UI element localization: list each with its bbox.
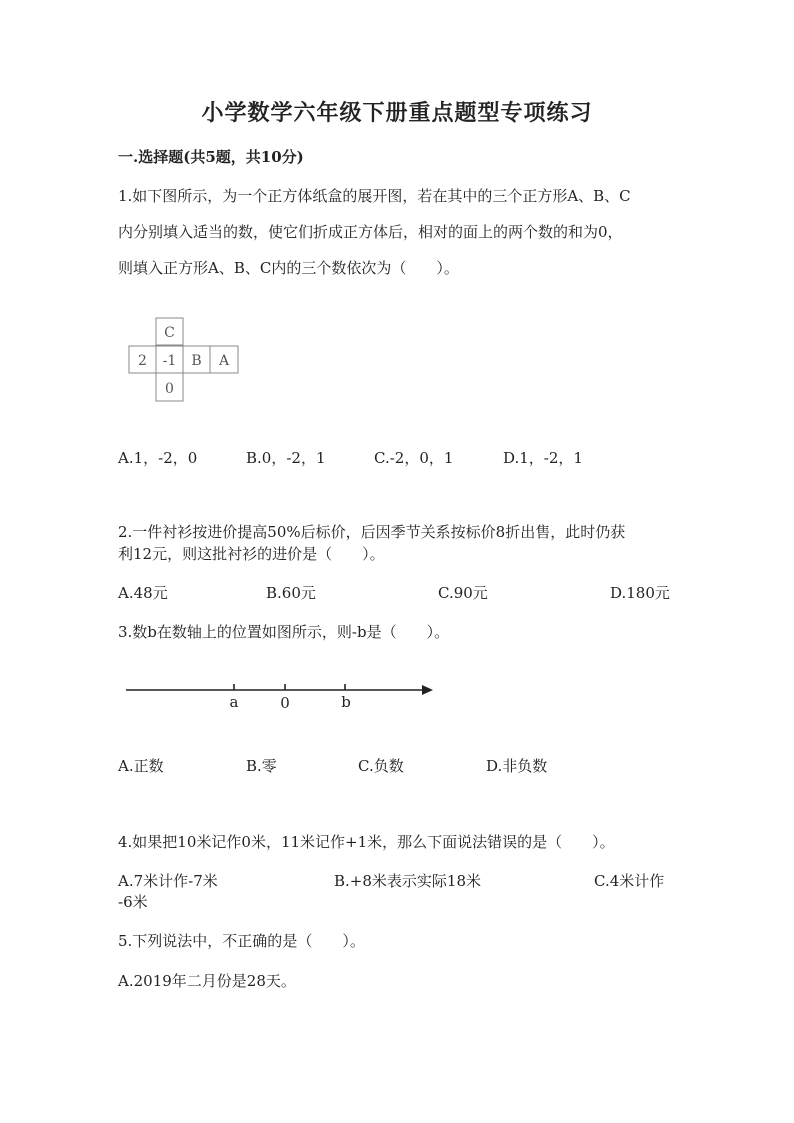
q1-line-2: 内分别填入适当的数，使它们折成正方体后，相对的面上的两个数的和为0， bbox=[118, 223, 623, 241]
q2-line-2: 利12元，则这批衬衫的进价是（ ）。 bbox=[118, 545, 385, 563]
axis-label-0: 0 bbox=[280, 694, 290, 712]
net-label-neg1: -1 bbox=[162, 353, 177, 369]
q1-option-c[interactable]: C.-2，0，1 bbox=[374, 449, 454, 467]
net-label-a: A bbox=[218, 353, 230, 369]
section-heading: 一.选择题(共5题，共10分) bbox=[118, 148, 304, 166]
number-line-arrow bbox=[422, 685, 433, 695]
q4-option-b[interactable]: B.+8米表示实际18米 bbox=[334, 872, 481, 890]
q3-option-a[interactable]: A.正数 bbox=[118, 757, 164, 775]
q2-line-1: 2.一件衬衫按进价提高50%后标价，后因季节关系按标价8折出售，此时仍获 bbox=[118, 523, 626, 541]
q3-option-c[interactable]: C.负数 bbox=[358, 757, 404, 775]
q4-option-c[interactable]: C.4米计作 bbox=[594, 872, 665, 890]
number-line-diagram bbox=[124, 676, 440, 716]
q1-option-a[interactable]: A.1，-2，0 bbox=[118, 449, 198, 467]
net-label-b: B bbox=[191, 353, 202, 369]
net-label-2: 2 bbox=[138, 353, 147, 369]
page-title: 小学数学六年级下册重点题型专项练习 bbox=[201, 100, 593, 126]
q1-option-d[interactable]: D.1，-2，1 bbox=[503, 449, 583, 467]
q1-line-3: 则填入正方形A、B、C内的三个数依次为（ ）。 bbox=[118, 259, 459, 277]
q5-option-a[interactable]: A.2019年二月份是28天。 bbox=[118, 972, 296, 990]
q2-option-b[interactable]: B.60元 bbox=[266, 584, 316, 602]
axis-label-b: b bbox=[341, 693, 351, 711]
q1-option-b[interactable]: B.0，-2，1 bbox=[246, 449, 326, 467]
q3-option-d[interactable]: D.非负数 bbox=[486, 757, 548, 775]
net-label-0: 0 bbox=[165, 381, 174, 397]
q4-option-a[interactable]: A.7米计作-7米 bbox=[118, 872, 218, 890]
axis-label-a: a bbox=[229, 693, 239, 711]
q2-option-d[interactable]: D.180元 bbox=[610, 584, 670, 602]
q4-line: 4.如果把10米记作0米，11米记作+1米，那么下面说法错误的是（ ）。 bbox=[118, 833, 615, 851]
q4-option-c-wrap: -6米 bbox=[118, 893, 148, 911]
q2-option-a[interactable]: A.48元 bbox=[118, 584, 168, 602]
net-label-c: C bbox=[164, 325, 175, 341]
q5-line: 5.下列说法中，不正确的是（ ）。 bbox=[118, 932, 365, 950]
q1-line-1: 1.如下图所示，为一个正方体纸盒的展开图，若在其中的三个正方形A、B、C bbox=[118, 187, 631, 205]
cube-net-diagram bbox=[126, 316, 242, 404]
q3-line: 3.数b在数轴上的位置如图所示，则-b是（ ）。 bbox=[118, 623, 450, 641]
q2-option-c[interactable]: C.90元 bbox=[438, 584, 488, 602]
q3-option-b[interactable]: B.零 bbox=[246, 757, 277, 775]
